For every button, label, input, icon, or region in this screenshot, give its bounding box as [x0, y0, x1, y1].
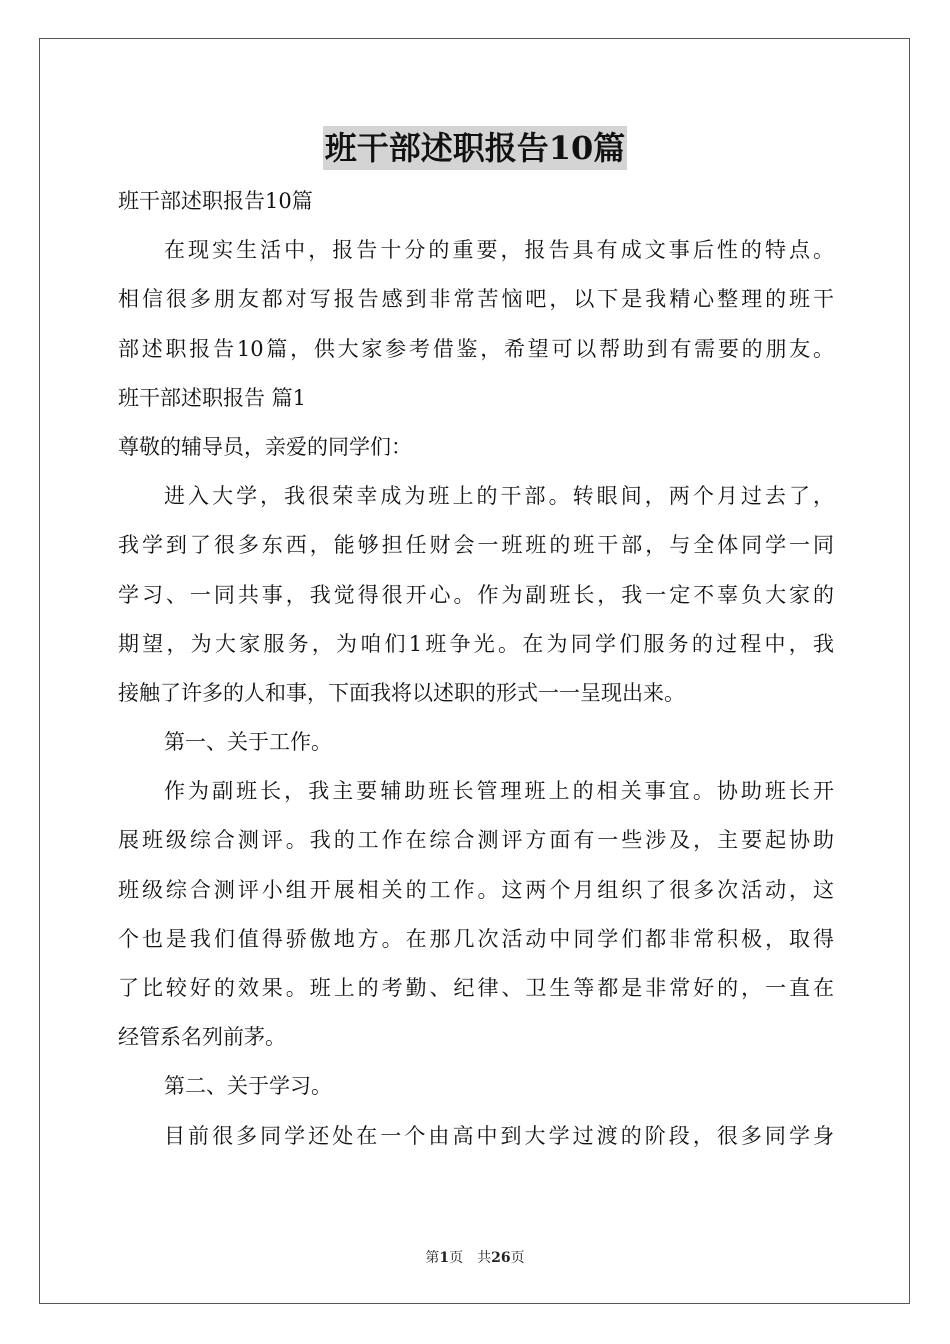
text-line: 学习、一同共事，我觉得很开心。作为副班长，我一定不辜负大家的 — [118, 582, 834, 607]
page-footer — [0, 1247, 950, 1267]
text-line: 在现实生活中，报告十分的重要，报告具有成文事后性的特点。 — [164, 238, 834, 263]
document-body — [118, 177, 834, 1161]
text-line: 期望，为大家服务，为咱们1班争光。在为同学们服务的过程中，我 — [118, 631, 834, 656]
text-line: 第二、关于学习。 — [164, 1074, 332, 1099]
text-line: 我学到了很多东西，能够担任财会一班班的班干部，与全体同学一同 — [118, 533, 834, 558]
text-line: 进入大学，我很荣幸成为班上的干部。转眼间，两个月过去了， — [164, 484, 834, 509]
footer-page-suffix: 页 — [510, 1250, 525, 1266]
text-line: 个也是我们值得骄傲地方。在那几次活动中同学们都非常积极，取得 — [118, 926, 834, 951]
text-line: 班干部述职报告 篇1 — [118, 385, 307, 410]
footer-page-number: 1 — [439, 1250, 450, 1266]
document-title: 班干部述职报告10篇 — [323, 126, 628, 170]
text-line: 接触了许多的人和事，下面我将以述职的形式一一呈现出来。 — [118, 680, 685, 705]
text-line: 展班级综合测评。我的工作在综合测评方面有一些涉及，主要起协助 — [118, 828, 834, 853]
text-line: 作为副班长，我主要辅助班长管理班上的相关事宜。协助班长开 — [164, 779, 834, 804]
text-line: 经管系名列前茅。 — [118, 1025, 286, 1050]
title-container — [0, 126, 950, 170]
text-line: 目前很多同学还处在一个由高中到大学过渡的阶段，很多同学身 — [164, 1123, 834, 1148]
text-line: 了比较好的效果。班上的考勤、纪律、卫生等都是非常好的，一直在 — [118, 976, 834, 1000]
footer-total-pages: 26 — [491, 1250, 511, 1266]
text-line: 班干部述职报告10篇 — [118, 189, 313, 213]
text-line: 尊敬的辅导员，亲爱的同学们： — [118, 434, 412, 459]
footer-page-prefix: 第 — [425, 1250, 440, 1266]
text-line: 相信很多朋友都对写报告感到非常苦恼吧，以下是我精心整理的班干 — [118, 287, 834, 312]
footer-page-mid: 页 共 — [449, 1250, 492, 1266]
text-line: 部述职报告10篇，供大家参考借鉴，希望可以帮助到有需要的朋友。 — [118, 336, 834, 361]
text-line: 班级综合测评小组开展相关的工作。这两个月组织了很多次活动，这 — [118, 877, 834, 902]
text-line: 第一、关于工作。 — [164, 730, 332, 755]
